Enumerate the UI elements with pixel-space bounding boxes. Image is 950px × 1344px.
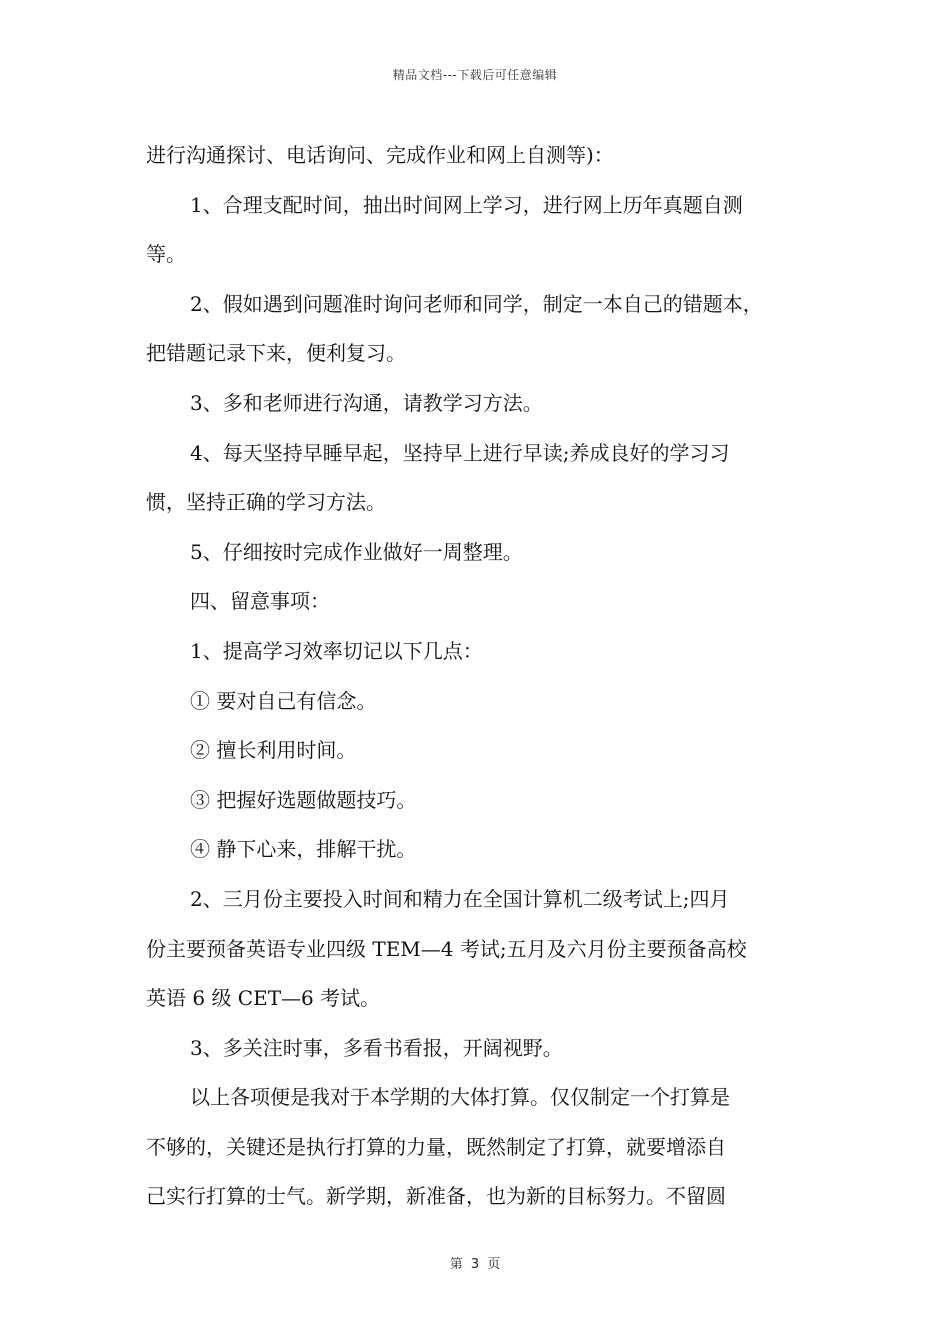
text-line-20: 以上各项便是我对于本学期的大体打算。仅仅制定一个打算是 (190, 1085, 730, 1110)
text-line-11: 1、提高学习效率切记以下几点： (190, 638, 483, 663)
list-item-circled-2: ② 擅长利用时间。 (190, 738, 357, 763)
text-line-3: 等。 (146, 242, 186, 267)
text-line-7: 4、每天坚持早睡早起，坚持早上进行早读;养成良好的学习习 (190, 440, 730, 465)
text-line-6: 3、多和老师进行沟通，请教学习方法。 (190, 390, 543, 415)
page-header: 精品文档---下载后可任意编辑 (392, 68, 558, 82)
text-line-4: 2、假如遇到问题准时询问老师和同学，制定一本自己的错题本， (190, 291, 763, 316)
text-line-21: 不够的，关键还是执行打算的力量，既然制定了打算，就要增添自 (146, 1134, 726, 1159)
list-item-circled-1: ① 要对自己有信念。 (190, 688, 377, 713)
text-line-18: 英语 6 级 CET—6 考试。 (146, 986, 381, 1011)
text-line-1: 进行沟通探讨、电话询问、完成作业和网上自测等)： (146, 143, 614, 167)
text-line-5: 把错题记录下来，便利复习。 (146, 341, 406, 366)
text-line-22: 己实行打算的士气。新学期，新准备，也为新的目标努力。不留圆 (146, 1184, 726, 1209)
list-item-circled-3: ③ 把握好选题做题技巧。 (190, 787, 417, 812)
document-body (146, 131, 806, 1222)
text-line-9: 5、仔细按时完成作业做好一周整理。 (190, 539, 523, 564)
text-line-2: 1、合理支配时间，抽出时间网上学习，进行网上历年真题自测 (190, 192, 743, 217)
page-number: 第 3 页 (449, 1257, 501, 1272)
section-heading: 四、留意事项： (190, 589, 330, 614)
list-item-circled-4: ④ 静下心来，排解干扰。 (190, 837, 417, 862)
text-line-16: 2、三月份主要投入时间和精力在全国计算机二级考试上;四月 (190, 886, 730, 911)
text-line-8: 惯，坚持正确的学习方法。 (146, 490, 386, 515)
text-line-19: 3、多关注时事，多看书看报，开阔视野。 (190, 1035, 563, 1060)
text-line-17: 份主要预备英语专业四级 TEM—4 考试;五月及六月份主要预备高校 (146, 936, 747, 961)
